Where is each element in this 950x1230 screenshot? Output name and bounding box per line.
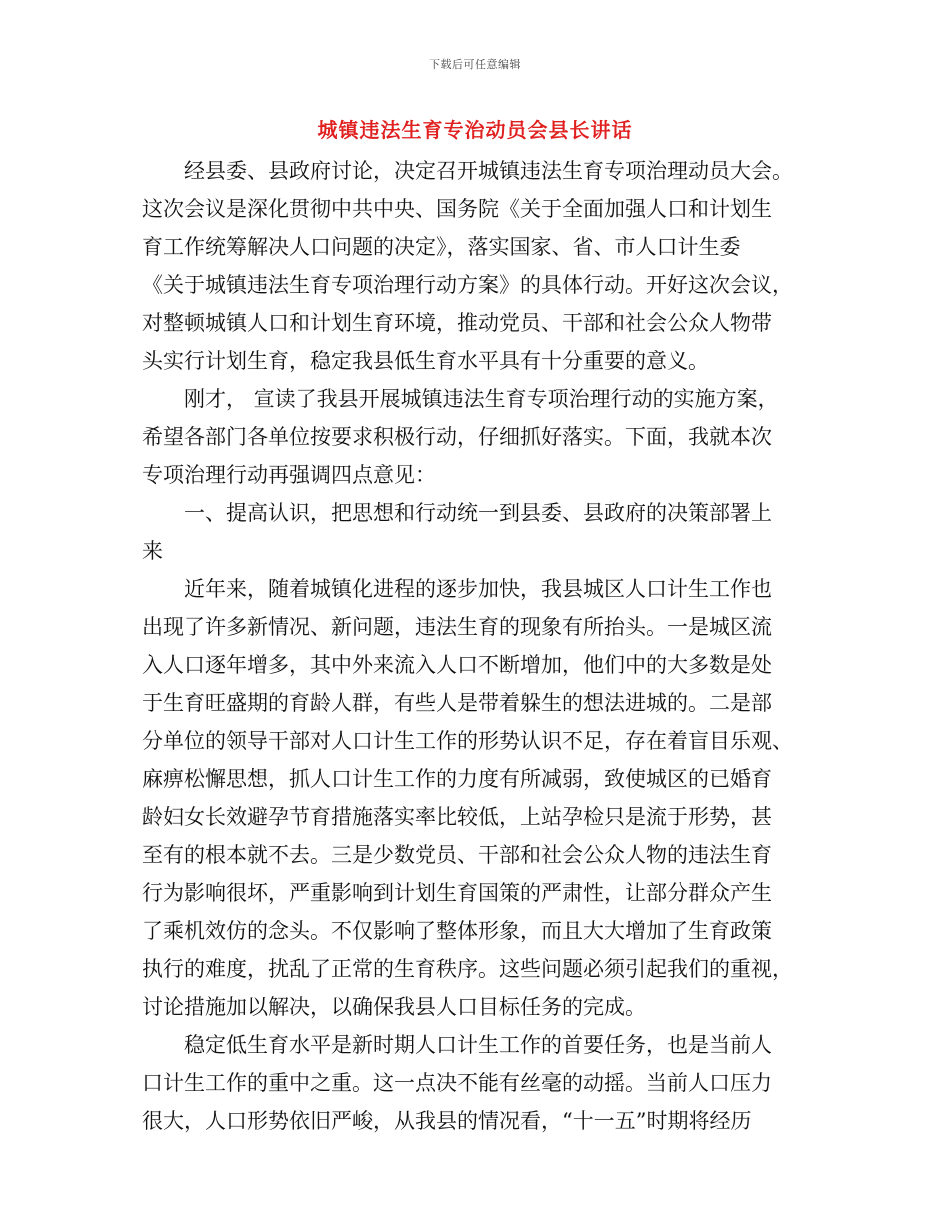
document-body <box>142 152 814 1140</box>
body-line: 稳定低生育水平是新时期人口计生工作的首要任务，也是当前人 <box>184 1033 772 1057</box>
body-line: 育工作统筹解决人口问题的决定》，落实国家、省、市人口计生委 <box>142 235 741 259</box>
body-line: 专项治理行动再强调四点意见： <box>142 463 436 487</box>
body-line: 分单位的领导干部对人口计生工作的形势认识不足，存在着盲目乐观、 <box>142 729 793 753</box>
header-note: 下载后可任意编辑 <box>429 58 521 71</box>
body-line: 一、提高认识，把思想和行动统一到县委、县政府的决策部署上 <box>184 501 772 525</box>
body-line: 讨论措施加以解决，以确保我县人口目标任务的完成。 <box>142 995 646 1019</box>
body-line: 希望各部门各单位按要求积极行动，仔细抓好落实。下面，我就本次 <box>142 425 772 449</box>
body-line: 经县委、县政府讨论，决定召开城镇违法生育专项治理动员大会。 <box>184 159 793 183</box>
body-line: 《关于城镇违法生育专项治理行动方案》的具体行动。开好这次会议， <box>142 273 793 297</box>
body-line: 对整顿城镇人口和计划生育环境，推动党员、干部和社会公众人物带 <box>142 311 772 335</box>
body-line: 龄妇女长效避孕节育措施落实率比较低，上站孕检只是流于形势，甚 <box>142 805 772 829</box>
body-line: 麻痹松懈思想，抓人口计生工作的力度有所减弱，致使城区的已婚育 <box>142 767 772 791</box>
body-line: 口计生工作的重中之重。这一点决不能有丝毫的动摇。当前人口压力 <box>142 1071 772 1095</box>
body-line: 这次会议是深化贯彻中共中央、国务院《关于全面加强人口和计划生 <box>142 197 772 221</box>
body-line: 头实行计划生育，稳定我县低生育水平具有十分重要的意义。 <box>142 349 709 373</box>
body-line: 很大，人口形势依旧严峻，从我县的情况看，“十一五”时期将经历 <box>142 1109 752 1133</box>
body-line: 出现了许多新情况、新问题，违法生育的现象有所抬头。一是城区流 <box>142 615 772 639</box>
body-line: 了乘机效仿的念头。不仅影响了整体形象，而且大大增加了生育政策 <box>142 919 772 943</box>
body-line: 于生育旺盛期的育龄人群，有些人是带着躲生的想法进城的。二是部 <box>142 691 772 715</box>
body-line: 至有的根本就不去。三是少数党员、干部和社会公众人物的违法生育 <box>142 843 772 867</box>
body-line: 近年来，随着城镇化进程的逐步加快，我县城区人口计生工作也 <box>184 577 772 601</box>
body-line: 行为影响很坏，严重影响到计划生育国策的严肃性，让部分群众产生 <box>142 881 772 905</box>
document-title: 城镇违法生育专治动员会县长讲话 <box>317 118 633 142</box>
body-line: 入人口逐年增多，其中外来流入人口不断增加，他们中的大多数是处 <box>142 653 772 677</box>
body-line: 刚才， 宣读了我县开展城镇违法生育专项治理行动的实施方案， <box>184 387 779 411</box>
body-line: 来 <box>142 539 163 563</box>
body-line: 执行的难度，扰乱了正常的生育秩序。这些问题必须引起我们的重视， <box>142 957 793 981</box>
